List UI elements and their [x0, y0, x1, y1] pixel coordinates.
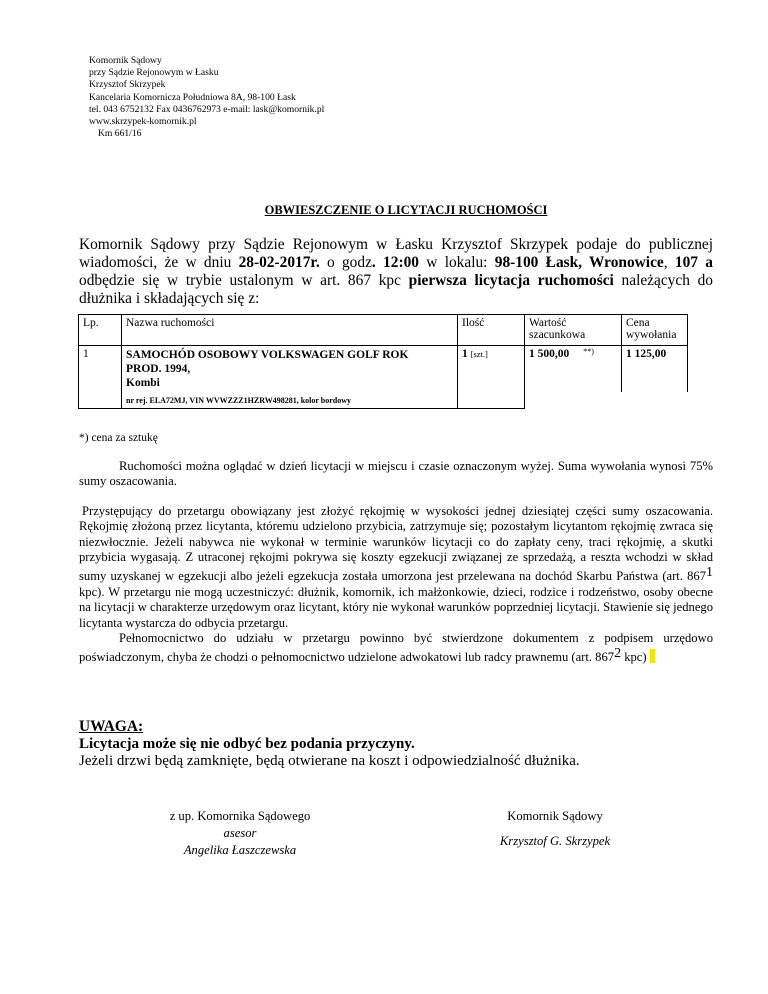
header-price: Cena wywołania: [622, 315, 688, 346]
signature-bailiff: Komornik Sądowy Krzysztof G. Skrzypek: [499, 809, 611, 848]
office-header: [89, 55, 324, 140]
header-address: Kancelaria Komornicza Południowa 8A, 98-100 Łask: [89, 91, 296, 103]
header-lp: Lp.: [79, 315, 122, 346]
header-qty: Ilość: [458, 315, 525, 346]
header-website: www.skrzypek-komornik.pl: [89, 116, 197, 128]
header-value: Wartość szacunkowa: [525, 315, 622, 346]
viewing-paragraph: Ruchomości można oglądać w dzień licytacji w miejscu i czasie oznaczonym wyżej. Suma wywołania wynosi 75% sumy oszacowania.: [79, 459, 713, 489]
row-qty: 1 [szt.]: [458, 346, 525, 393]
auction-place: 98-100 Łask, Wronowice: [494, 254, 664, 271]
row-value: 1 500,00 **): [525, 346, 622, 393]
row-lp: 1: [79, 346, 122, 393]
warning-line-2: Jeżeli drzwi będą zamknięte, będą otwierane na koszt i odpowiedzialność dłużnika.: [79, 753, 580, 769]
warning-block: [79, 718, 580, 771]
header-contact: tel. 043 6752132 Fax 0436762973 e-mail: lask@komornik.pl: [89, 103, 325, 115]
items-table: [78, 314, 688, 409]
header-court: przy Sądzie Rejonowym w Łasku: [89, 67, 219, 79]
warning-line-1: Licytacja może się nie odbyć bez podania przyczyny.: [79, 735, 415, 752]
auction-type: pierwsza licytacja ruchomości: [408, 272, 614, 289]
table-row-details: [79, 392, 688, 409]
header-name: Nazwa ruchomości: [122, 315, 458, 346]
case-number: Km 661/16: [98, 128, 142, 140]
row-price: 1 125,00: [622, 346, 688, 393]
intro-paragraph: Komornik Sądowy przy Sądzie Rejonowym w Łasku Krzysztof Skrzypek podaje do publicznej wiadomości, że w dniu 28-02-2017r. o godz. 12:00 w lokalu: 98-100 Łask, Wronowice, 107 a odbędzie się w trybie ustalonym w art. 867 kpc pierwsza licytacja ruchomości należących do dłużnika i składających się z:: [79, 236, 713, 307]
auction-date: 28-02-2017r.: [238, 254, 320, 271]
header-office: Komornik Sądowy: [89, 55, 162, 66]
row-name: SAMOCHÓD OSOBOWY VOLKSWAGEN GOLF ROK PROD. 1994, Kombi: [122, 346, 458, 393]
power-of-attorney-paragraph: Pełnomocnictwo do udziału w przetargu powinno być stwierdzone dokumentem z podpisem urzędowo poświadczonym, chyba że chodzi o pełnomocnictwo udzielone adwokatowi lub radcy prawnemu (art. 8672 kpc): [79, 631, 713, 665]
row-details: nr rej. ELA72MJ, VIN WVWZZZ1HZRW498281, kolor bordowy: [122, 392, 458, 409]
signature-assessor: z up. Komornika Sądowego asesor Angelika Łaszczewska: [169, 809, 311, 857]
highlight-mark: [650, 649, 655, 663]
price-footnote: *) cena za sztukę: [79, 432, 158, 444]
warning-title: UWAGA:: [79, 718, 144, 735]
document-title: OBWIESZCZENIE O LICYTACJI RUCHOMOŚCI: [264, 203, 548, 217]
auction-time: . 12:00: [371, 254, 419, 271]
table-row: [79, 346, 688, 393]
auction-terms: [79, 459, 713, 666]
auction-place-number: 107 a: [674, 254, 713, 271]
header-name: Krzysztof Skrzypek: [89, 79, 166, 91]
deposit-paragraph: Przystępujący do przetargu obowiązany jest złożyć rękojmię w wysokości jednej dziesiątej części sumy oszacowania. Rękojmię złożoną przez licytanta, któremu udzielono przybicia, zatrzymuje się; pozostałym licytantom rękojmię zwraca się niezwłocznie. Jeżeli nabywca nie wykonał w terminie warunków licytacji co do zapłaty ceny, traci rękojmię, a skutki przybicia wygasają. Z utraconej rękojmi pokrywa się koszty egzekucji związanej ze sprzedażą, a reszta wchodzi w skład sumy uzyskanej w egzekucji albo jeżeli egzekucja została umorzona jest przelewana na dochód Skarbu Państwa (art. 8671 kpc). W przetargu nie mogą uczestniczyć: dłużnik, komornik, ich małżonkowie, dzieci, rodzice i rodzeństwo, osoby obecne na licytacji w charakterze urzędowym oraz licytant, który nie wykonał warunków poprzedniej licytacji. Stawienie się jednego licytanta wystarcza do odbycia przetargu.: [79, 503, 713, 630]
table-header-row: [79, 315, 688, 346]
